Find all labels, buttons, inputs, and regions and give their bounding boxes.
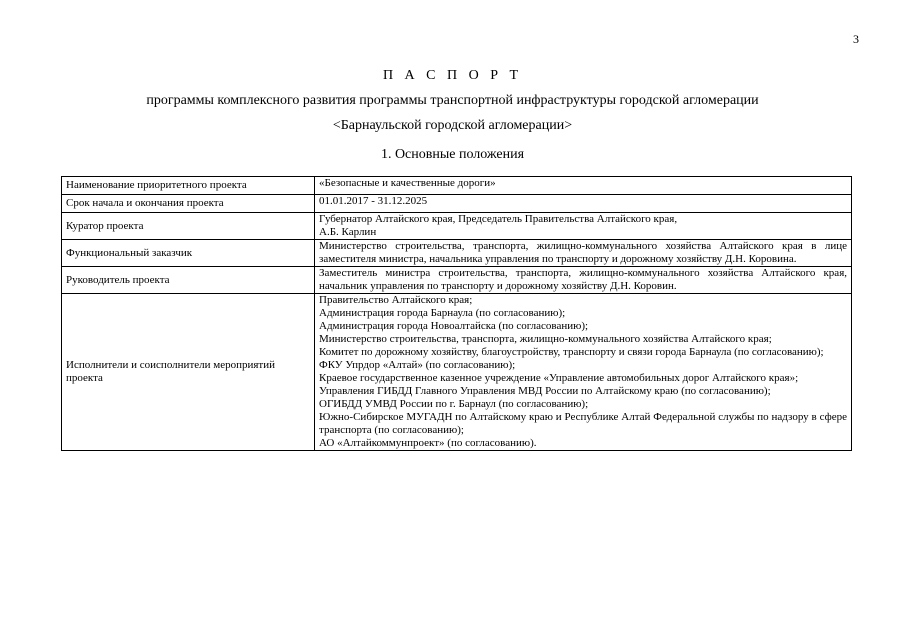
- page-number: 3: [853, 32, 859, 46]
- value-line: 01.01.2017 - 31.12.2025: [319, 195, 428, 207]
- value-line: Администрация города Барнаула (по согласованию);: [319, 307, 566, 319]
- row-label: Исполнители и соисполнители мероприятий проекта: [62, 294, 315, 451]
- agglomeration-name: <Барнаульской городской агломерации>: [332, 118, 573, 133]
- value-line: Губернатор Алтайского края, Председатель Правительства Алтайского края,: [319, 213, 678, 225]
- value-line: Правительство Алтайского края;: [319, 294, 473, 306]
- value-line: Министерство строительства, транспорта, жилищно-коммунального хозяйства Алтайского края;: [319, 333, 772, 345]
- value-line: Заместитель министра строительства, транспорта, жилищно-коммунального хозяйства Алтайского края, начальник управления по транспорту и дорожному хозяйству Д.Н. Коровин.: [319, 267, 847, 292]
- table-row: [62, 195, 852, 213]
- value-line: ФКУ Упрдор «Алтай» (по согласованию);: [319, 359, 516, 371]
- row-value: [315, 240, 852, 267]
- row-label: Срок начала и окончания проекта: [62, 195, 315, 213]
- value-line: Южно-Сибирское МУГАДН по Алтайскому краю и Республике Алтай Федеральной службы по надзору в сфере транспорта (по согласованию);: [319, 411, 847, 436]
- value-line: ОГИБДД УМВД России по г. Барнаул (по согласованию);: [319, 398, 589, 410]
- table-row: [62, 213, 852, 240]
- row-label: Куратор проекта: [62, 213, 315, 240]
- value-line: АО «Алтайкоммунпроект» (по согласованию).: [319, 437, 537, 449]
- value-line: Краевое государственное казенное учреждение «Управление автомобильных дорог Алтайского края»;: [319, 372, 799, 384]
- document-title: П А С П О Р Т: [382, 68, 523, 83]
- row-value: [315, 267, 852, 294]
- table-row: [62, 177, 852, 195]
- value-line: Администрация города Новоалтайска (по согласованию);: [319, 320, 589, 332]
- value-line: А.Б. Карлин: [319, 226, 377, 238]
- table-row: [62, 267, 852, 294]
- row-label: Руководитель проекта: [62, 267, 315, 294]
- table-row: [62, 294, 852, 451]
- row-value: [315, 177, 852, 195]
- value-line: Управления ГИБДД Главного Управления МВД России по Алтайскому краю (по согласованию);: [319, 385, 771, 397]
- row-value: [315, 195, 852, 213]
- document-subtitle: программы комплексного развития программы транспортной инфраструктуры городской агломерации: [146, 93, 759, 108]
- row-label: Функциональный заказчик: [62, 240, 315, 267]
- row-value: [315, 294, 852, 451]
- row-value: [315, 213, 852, 240]
- value-line: Комитет по дорожному хозяйству, благоустройству, транспорту и связи города Барнаула (по согласованию);: [319, 346, 824, 358]
- value-line: «Безопасные и качественные дороги»: [319, 177, 496, 189]
- value-line: Министерство строительства, транспорта, жилищно-коммунального хозяйства Алтайского края в лице заместителя министра, начальника управления по транспорту и дорожному хозяйству Д.Н. Коровина.: [319, 240, 847, 265]
- section-title: 1. Основные положения: [380, 147, 525, 162]
- passport-table: [61, 176, 852, 451]
- row-label: Наименование приоритетного проекта: [62, 177, 315, 195]
- table-row: [62, 240, 852, 267]
